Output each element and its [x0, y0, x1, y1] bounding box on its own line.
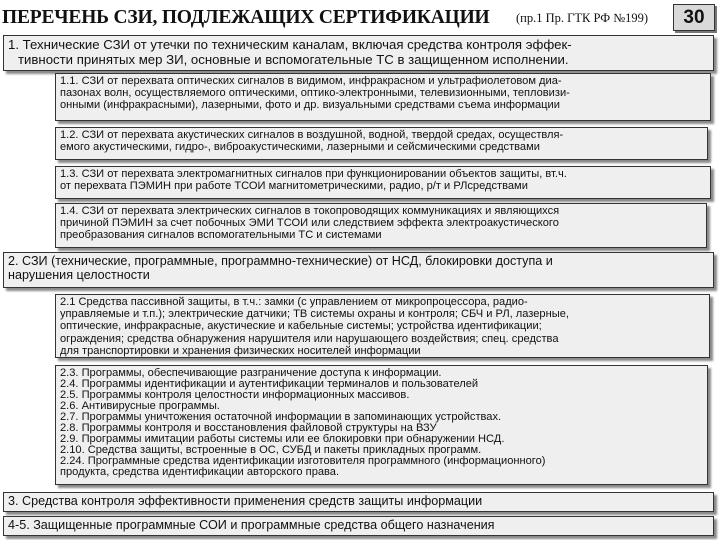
page-title: ПЕРЕЧЕНЬ СЗИ, ПОДЛЕЖАЩИХ СЕРТИФИКАЦИИ [2, 7, 490, 28]
list-item: 2.6. Антивирусные программы. [60, 400, 220, 412]
item-2-1-line-2: управляемые и т.п.); электрические датчики; ТВ системы охраны и контроля; СБЧ и РЛ, лазерные, [60, 308, 569, 321]
item-1-3-box [55, 166, 711, 199]
item-1-2-line-1: 1.2. СЗИ от перехвата акустических сигналов в воздушной, водной, твердой средах, осуществля- [60, 129, 564, 141]
item-2-line-2: нарушения целостности [8, 268, 150, 282]
list-item: 2.5. Программы контроля целостности информационных массивов. [60, 389, 410, 401]
item-2-line-1: 2. СЗИ (технические, программные, программно-технические) от НСД, блокировки доступа и [8, 254, 553, 268]
item-2-1-line-5: для транспортировки и хранения физических носителей информации [60, 344, 421, 357]
list-item: 2.24. Программные средства идентификации изготовителя программного (информационного) [60, 455, 546, 467]
item-3-text: 3. Средства контроля эффективности применения средств защиты информации [8, 494, 483, 508]
item-1-2-line-2: емого акустическими, гидро-, виброакустическими, лазерными и сейсмическими средствами [60, 141, 540, 154]
item-1-1-line-2: пазонах волн, осуществляемого оптическими, оптико-электронными, телевизионными, тепловизи- [60, 87, 570, 100]
list-item: 2.9. Программы имитации работы системы или ее блокировки при обнаружении НСД. [60, 433, 505, 445]
item-1-3-line-2: от перехвата ПЭМИН при работе ТСОИ магнитометрическими, радио, р/т и РЛсредствами [60, 180, 528, 193]
item-1-1-box [55, 73, 711, 121]
page-number-badge: 30 [673, 4, 715, 31]
list-item: 2.10. Средства защиты, встроенные в ОС, СУБД и пакеты прикладных программ. [60, 444, 482, 456]
item-1-3-line-1: 1.3. СЗИ от перехвата электромагнитных сигналов при функционировании объектов защиты, вт.ч. [60, 168, 567, 180]
item-1-4-line-1: 1.4. СЗИ от перехвата электрических сигналов в токопроводящих коммуникациях и являющихся [60, 205, 560, 217]
item-1-box [3, 35, 714, 71]
item-1-4-box [55, 203, 707, 248]
item-2-1-line-4: ограждения; средства обнаружения нарушителя или нарушающего воздействия; спец. средства [60, 332, 559, 345]
page-subtitle: (пр.1 Пр. ГТК РФ №199) [516, 11, 649, 25]
list-item: 2.8. Программы контроля и восстановления файловой структуры на ВЗУ [60, 422, 437, 434]
list-item: продукта, средства идентификации авторского права. [60, 466, 340, 478]
list-item: 2.7. Программы уничтожения остаточной информации в запоминающих устройствах. [60, 411, 502, 423]
item-2-box [3, 252, 714, 288]
item-1-2-box [55, 127, 708, 160]
item-3-box [3, 492, 714, 512]
item-4-5-box [3, 516, 714, 536]
item-2-1-line-1: 2.1 Средства пассивной защиты, в т.ч.: замки (с управлением от микропроцессора, радио- [60, 296, 528, 308]
header [0, 0, 720, 34]
item-2-1-line-3: оптические, инфракрасные, акустические и кабельные системы; устройства идентификации; [60, 320, 542, 333]
item-1-1-line-1: 1.1. СЗИ от перехвата оптических сигналов в видимом, инфракрасном и ультрафиолетовом диа- [60, 75, 562, 87]
list-item: 2.4. Программы идентификации и аутентификации терминалов и пользователей [60, 378, 479, 390]
item-1-4-line-3: преобразования сигналов вспомогательными ТС и системами [60, 229, 382, 242]
item-4-5-text: 4-5. Защищенные программные СОИ и программные средства общего назначения [8, 518, 495, 532]
item-2-programs-box [55, 365, 708, 485]
item-2-1-box [55, 294, 710, 358]
item-1-1-line-3: онными (инфракрасными), лазерными, фото и др. визуальными средствами съема информации [60, 99, 560, 112]
item-1-line-2: тивности принятых мер ЗИ, основные и вспомогательные ТС в защищенном исполнении. [18, 52, 569, 67]
item-1-4-line-2: причиной ПЭМИН за счет побочных ЭМИ ТСОИ или следствием эффекта электроакустического [60, 217, 559, 230]
list-item: 2.3. Программы, обеспечивающие разграничение доступа к информации. [60, 367, 442, 379]
item-1-line-1: 1. Технические СЗИ от утечки по техническим каналам, включая средства контроля эффек- [8, 37, 572, 52]
